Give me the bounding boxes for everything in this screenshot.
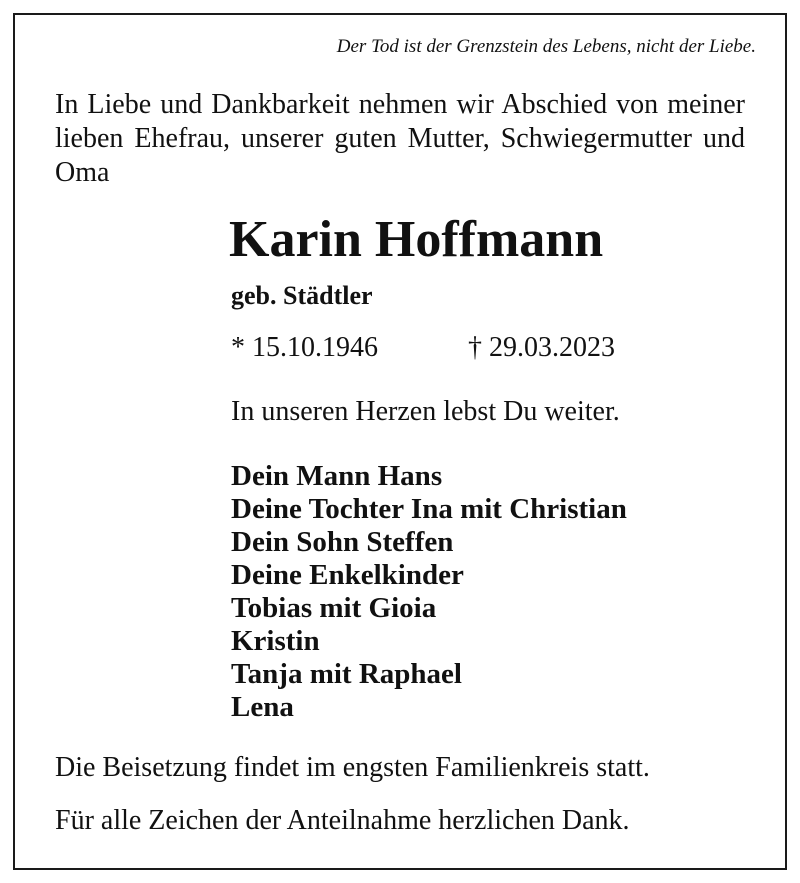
- mourner-item: Deine Tochter Ina mit Christian: [231, 493, 627, 525]
- mourner-item: Tanja mit Raphael: [231, 658, 462, 690]
- mourners-list: [231, 460, 627, 724]
- birth-date: * 15.10.1946: [231, 332, 378, 363]
- maiden-name: geb. Städtler: [231, 281, 373, 310]
- mourner-item: Dein Sohn Steffen: [231, 526, 454, 558]
- death-date: † 29.03.2023: [468, 332, 615, 363]
- deceased-name: Karin Hoffmann: [229, 211, 604, 268]
- intro-text: In Liebe und Dankbarkeit nehmen wir Abschied von meiner lieben Ehefrau, unserer guten Mutter, Schwiegermutter und Oma: [55, 89, 745, 188]
- mourner-item: Dein Mann Hans: [231, 460, 443, 492]
- motto-quote: Der Tod ist der Grenzstein des Lebens, nicht der Liebe.: [336, 36, 756, 57]
- thanks-note: Für alle Zeichen der Anteilnahme herzlichen Dank.: [55, 805, 630, 836]
- mourner-item: Tobias mit Gioia: [231, 592, 437, 624]
- burial-note: Die Beisetzung findet im engsten Familienkreis statt.: [55, 752, 650, 783]
- memorial-line: In unseren Herzen lebst Du weiter.: [231, 396, 620, 427]
- mourner-item: Lena: [231, 691, 294, 723]
- mourner-item: Kristin: [231, 625, 320, 657]
- mourner-item: Deine Enkelkinder: [231, 559, 464, 591]
